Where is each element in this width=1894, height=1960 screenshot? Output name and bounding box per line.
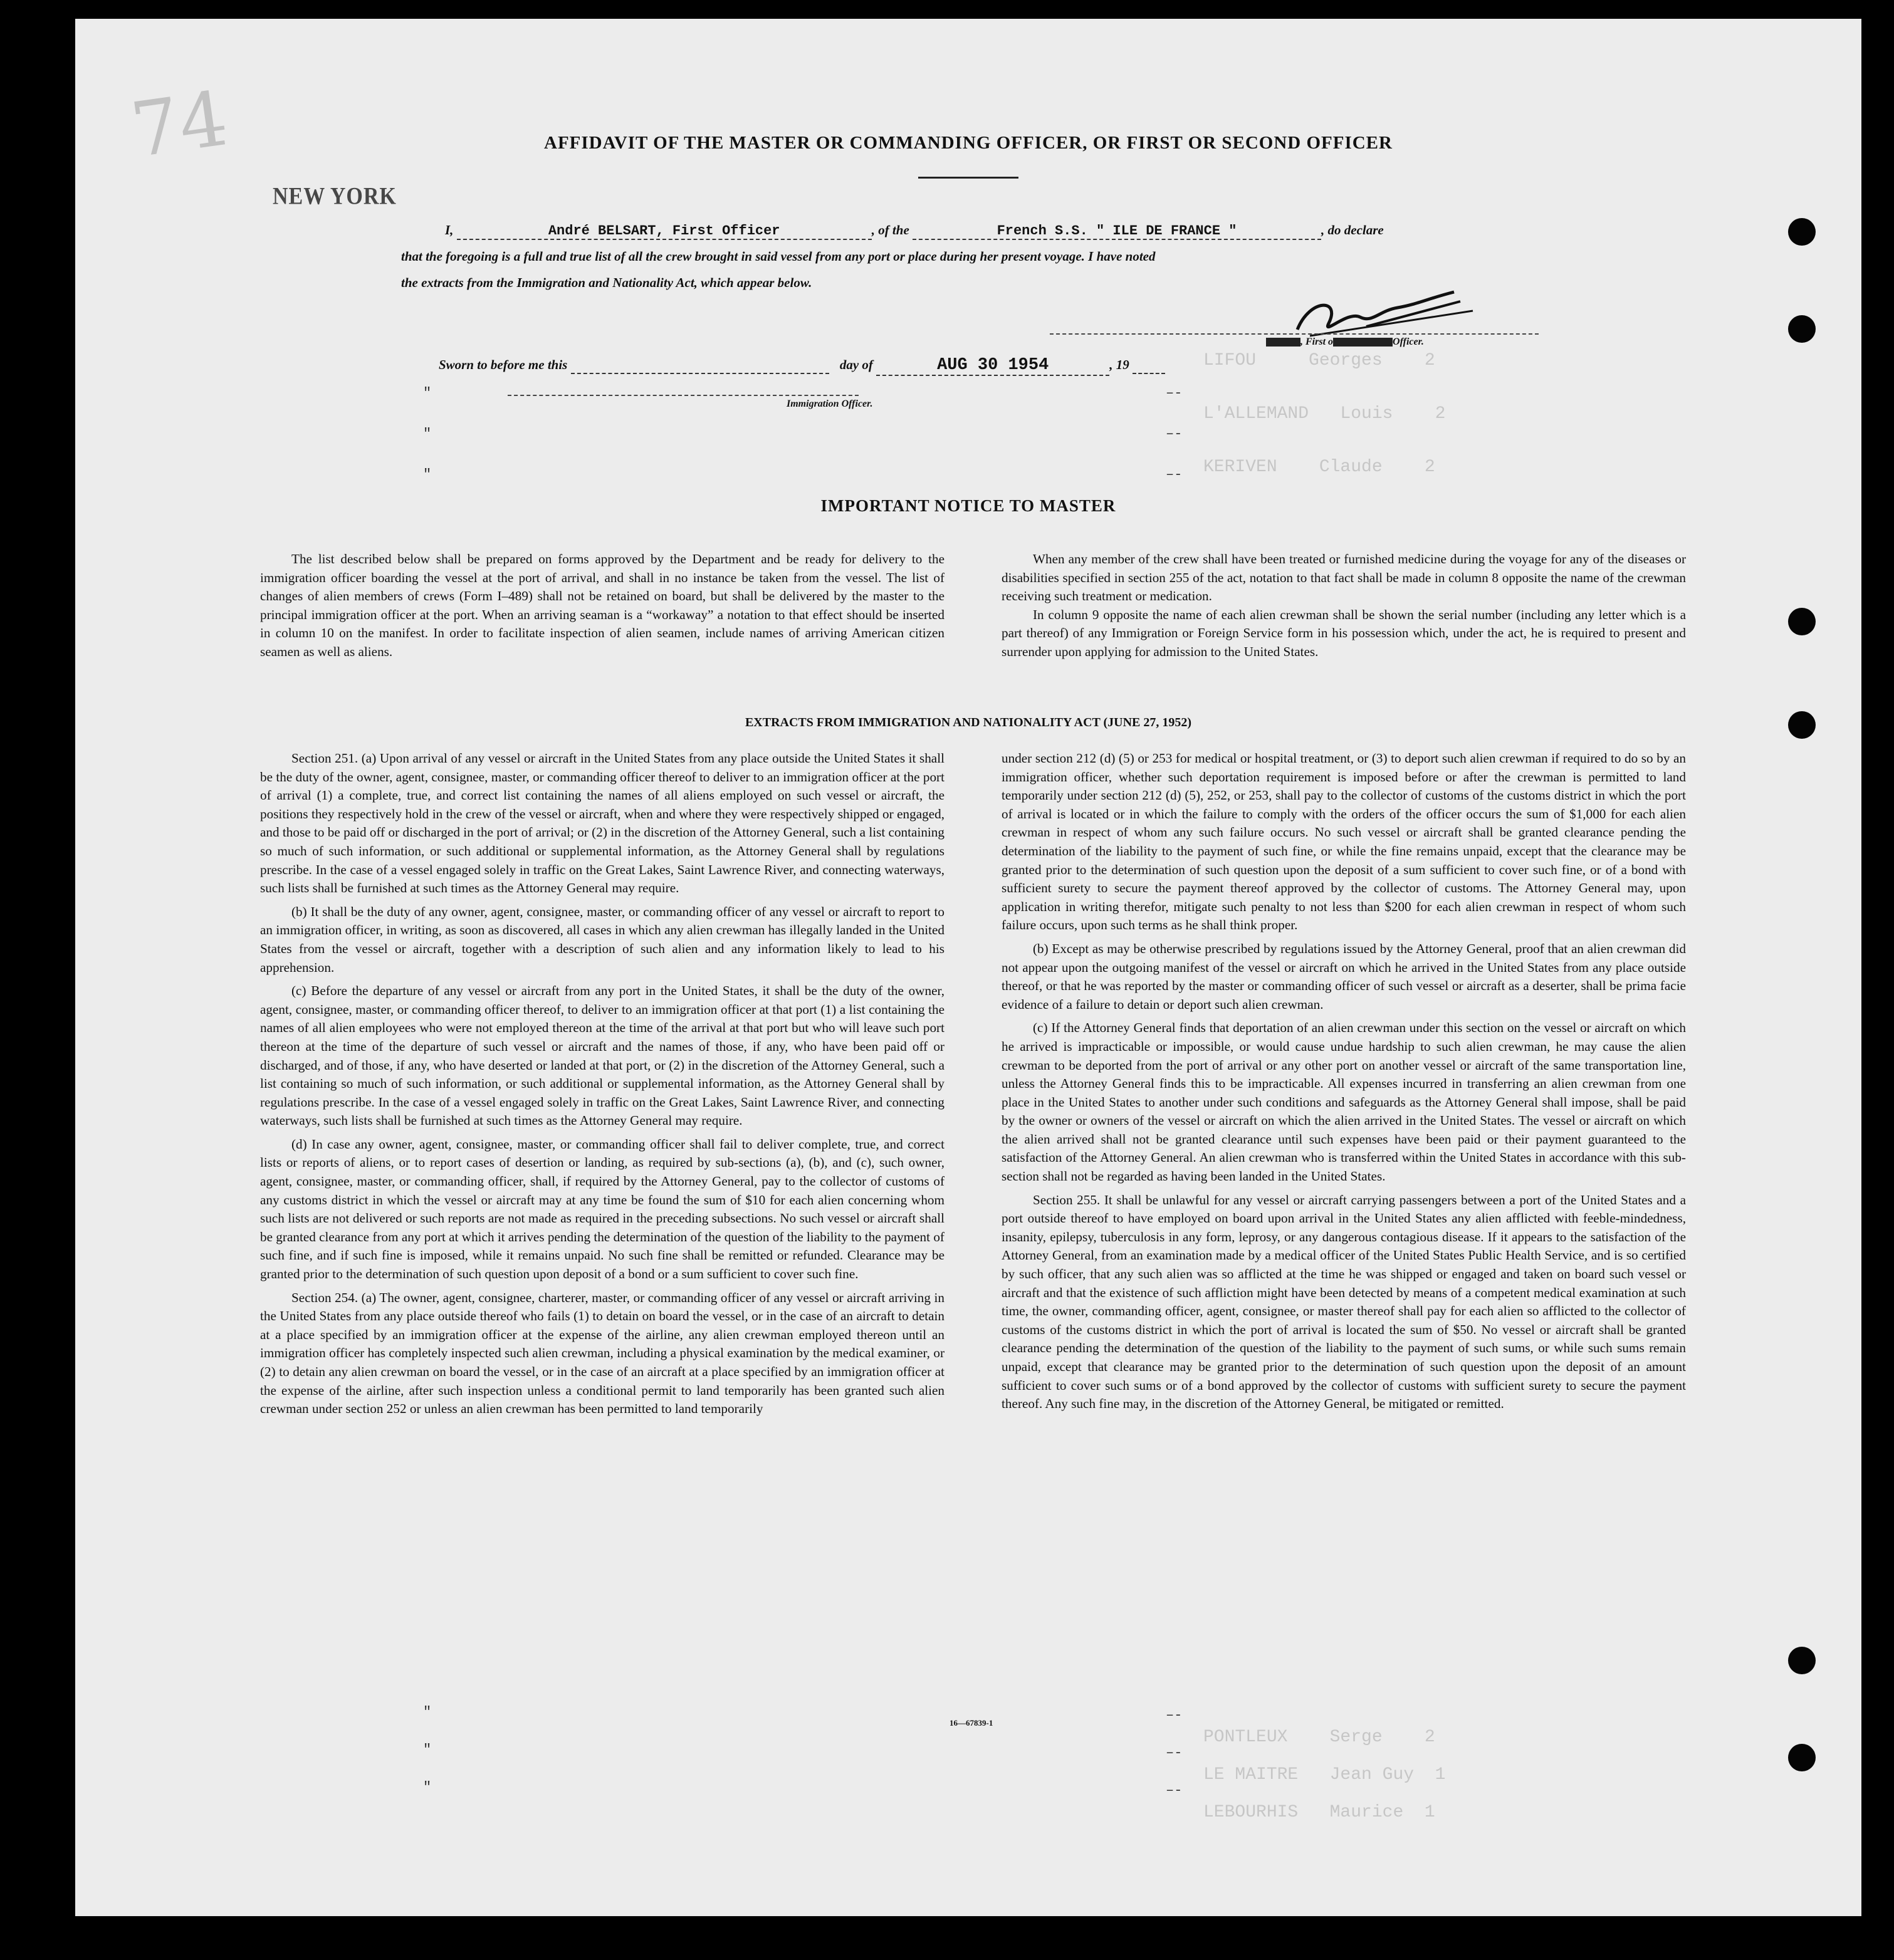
sworn-date-field (876, 356, 1109, 376)
sworn-line (439, 356, 1165, 376)
declaration-line-2: that the foregoing is a full and true list of all the crew brought in said vessel from any port or place during her present voyage. I have noted (401, 249, 1156, 264)
declaration-do-declare: , do declare (1321, 222, 1384, 237)
notice-right-paragraph-1: When any member of the crew shall have been treated or furnished medicine during the voyage for any of the diseases or disabilities specified in section 255 of the act, notation to that fact shall be made in column 8 opposite the name of the crewman receiving such treatment or medication. (1002, 551, 1686, 604)
sworn-label: Sworn to before me this (439, 357, 568, 372)
officer-word: Officer. (1393, 336, 1424, 347)
punch-hole (1788, 218, 1816, 246)
title-rule (918, 177, 1018, 179)
ditto-mark: –- (1166, 426, 1183, 442)
section-251-c: (c) Before the departure of any vessel or aircraft from any port in the United States, it shall be the duty of the owner, agent, consignee, master, or commanding officer thereof, to deliver to an immigration officer at that port (1) a list containing the names of all alien employees who were not employed thereon at the time of the arrival at that port but who will leave such port thereon at the time of the departure of such vessel or aircraft and the names of those, if any, who have been paid off or discharged, and of those, if any, who have deserted or landed at that port, or (2) in the discretion of the Attorney General, such a list containing so much of such information, or such additional or supplemental information, as the Attorney General shall by regulations prescribe. In the case of a vessel engaged solely in traffic on the Great Lakes, Saint Lawrence River, and connecting waterways, such lists shall be furnished at such times as the Attorney General may require. (260, 983, 944, 1129)
declaration-line-3: the extracts from the Immigration and Nationality Act, which appear below. (401, 275, 812, 290)
section-254-b: (b) Except as may be otherwise prescribed by regulations issued by the Attorney General, proof that an alien crewman did not appear upon the outgoing manifest of the vessel or aircraft on which he arrived in the United States from any place outside thereof, or that he was reported by the master or commanding officer of such vessel or aircraft as a deserter, shall be prima facie evidence of a failure to detain or deport such alien crewman. (1002, 941, 1686, 1012)
declaration-line-1 (445, 222, 1384, 240)
extracts-heading: EXTRACTS FROM IMMIGRATION AND NATIONALITY ACT (JUNE 27, 1952) (745, 716, 1192, 729)
notice-left-paragraph: The list described below shall be prepared on forms approved by the Department and be ready for delivery to the immigration officer boarding the vessel at the port of arrival, and shall in no instance be taken from the vessel. The list of changes of alien members of crews (Form I–489) shall not be retained on board, but shall be delivered by the master to the principal immigration officer at the port. When an arriving seaman is a “workaway” a notation to that effect should be inserted in column 10 on the manifest. In order to facilitate inspection of alien seamen, include names of arriving American citizen seamen as well as aliens. (260, 551, 944, 659)
bleed-through-text: LIFOU Georges 2 (1203, 351, 1435, 370)
form-number: 16—67839-1 (950, 1718, 993, 1728)
signature-caption (1266, 336, 1424, 348)
officer-name-field (457, 222, 872, 240)
signature-caption-text: , First o (1300, 336, 1334, 347)
margin-page-number: 74 (126, 75, 233, 175)
officer-name: André BELSART, First Officer (548, 223, 780, 239)
affidavit-title: AFFIDAVIT OF THE MASTER OR COMMANDING OFFICER, OR FIRST OR SECOND OFFICER (544, 133, 1393, 153)
bleed-through-text: LEBOURHIS Maurice 1 (1203, 1803, 1435, 1822)
section-254-c: (c) If the Attorney General finds that deportation of an alien crewman under this section on the vessel or aircraft on which he arrived is impracticable or impossible, or would cause undue hardship to such alien crewman, he may cause the alien crewman to be deported from the port of arrival or any other port on another vessel or aircraft of the same transportation line, unless the Attorney General finds this to be impracticable. All expenses incurred in transferring an alien crewman from one place in the United States to another under such conditions and safeguards as the Attorney General shall impose, shall be paid by the owner or owners of the vessel or aircraft on which the alien arrived in the United States. The vessel or aircraft on which the alien arrived shall not be granted clearance until such expenses have been paid or their payment guaranteed to the satisfaction of the Attorney General. An alien crewman who is transferred within the United States in accordance with this sub-section shall not be regarded as having been landed in the United States. (1002, 1020, 1686, 1184)
section-254-a: Section 254. (a) The owner, agent, consignee, charterer, master, or commanding officer of any vessel or aircraft arriving in the United States from any place outside thereof who fails (1) to detain on board the vessel, or in the case of an aircraft to detain at a place specified by an immigration officer at the expense of the airline, any alien crewman employed thereon until an immigration officer has completely inspected such alien crewman, including a physical examination by the medical examiner, or (2) to detain any alien crewman on board the vessel, or in the case of an aircraft at a place specified by an immigration officer at the expense of the airline, after such inspection unless a conditional permit to land temporarily has been granted such alien crewman under section 252 or unless an alien crewman has been permitted to land temporarily (260, 1290, 944, 1417)
ditto-mark: –- (1166, 1783, 1183, 1798)
notice-heading: IMPORTANT NOTICE TO MASTER (820, 496, 1116, 515)
extracts-left-column (260, 749, 944, 1419)
section-251-a: Section 251. (a) Upon arrival of any vessel or aircraft in the United States from any place outside the United States it shall be the duty of the owner, agent, consignee, master, or commanding officer thereof to deliver to an immigration officer at the port of arrival (1) a complete, true, and correct list containing the names of all aliens employed on such vessel or aircraft, the positions they respectively hold in the crew of the vessel or aircraft, when and where they were respectively shipped or engaged, and those to be paid off or discharged in the port of arrival; or (2) in the discretion of the Attorney General, such a list containing so much of such information, or such additional or supplemental information, as the Attorney General shall by regulations prescribe. In the case of a vessel engaged solely in traffic on the Great Lakes, Saint Lawrence River, and connecting waterways, such lists shall be furnished at such times as the Attorney General may require. (260, 751, 944, 896)
ditto-mark: –- (1166, 1707, 1183, 1723)
day-of-label: day of (839, 357, 873, 372)
bleed-through-text: L'ALLEMAND Louis 2 (1203, 404, 1446, 424)
extracts-right-column (1002, 749, 1686, 1414)
notice-right-paragraph-2: In column 9 opposite the name of each alien crewman shall be shown the serial number (including any letter which is a part thereof) of any Immigration or Foreign Service form in his possession which, under the act, he is required to present and surrender upon applying for admission to the United States. (1002, 607, 1686, 659)
ditto-mark: " (423, 1780, 432, 1795)
bleed-through-text: KERIVEN Claude 2 (1203, 457, 1435, 477)
punch-hole (1788, 1744, 1816, 1771)
punch-hole (1788, 1647, 1816, 1674)
punch-hole (1788, 608, 1816, 635)
notice-left-column (260, 550, 944, 662)
sworn-day-field (571, 357, 829, 374)
sworn-date: AUG 30 1954 (937, 356, 1049, 375)
vessel-name-field (913, 222, 1321, 240)
ditto-mark: " (423, 1742, 432, 1758)
ditto-mark: –- (1166, 467, 1183, 482)
strikethrough-block (1333, 338, 1393, 347)
immigration-officer-label: Immigration Officer. (787, 399, 873, 409)
immigration-officer-line (508, 395, 859, 396)
ditto-mark: " (423, 467, 432, 482)
notice-right-column (1002, 550, 1686, 662)
ditto-mark: –- (1166, 1745, 1183, 1761)
declaration-i: I, (445, 222, 454, 237)
sworn-year-field (1133, 357, 1165, 374)
ditto-mark: " (423, 1704, 432, 1720)
punch-hole (1788, 315, 1816, 343)
strikethrough-block (1266, 338, 1300, 347)
ditto-mark: " (423, 385, 432, 401)
signature-line (1050, 333, 1539, 335)
bleed-through-text: LE MAITRE Jean Guy 1 (1203, 1765, 1446, 1785)
document-page (75, 19, 1861, 1916)
section-255: Section 255. It shall be unlawful for any vessel or aircraft carrying passengers between a port of the United States and a port outside thereof to have employed on board upon arrival in the United States any alien afflicted with feeble-mindedness, insanity, epilepsy, tuberculosis in any form, leprosy, or any dangerous contagious disease. If it appears to the satisfaction of the Attorney General, from an examination made by a medical officer of the United States Public Health Service, and is so certified by such officer, that any such alien was so afflicted at the time he was shipped or engaged and taken on board such vessel or aircraft and that the existence of such affliction might have been detected by means of a competent medical examination at such time, the owner, commanding officer, agent, consignee, or master thereof shall pay for each alien so afflicted to the collector of customs of the customs district in which the port of arrival is located the sum of $50. No vessel or aircraft shall be granted clearance pending the determination of the question of the liability to the payment of such sums, or while such sums remain unpaid, except that clearance may be granted prior to the determination of such question upon the deposit of an amount sufficient to cover such sums or of a bond approved by the collector of customs with sufficient surety to secure the payment thereof. Any such fine may, in the discretion of the Attorney General, be mitigated or remitted. (1002, 1192, 1686, 1412)
section-254-a-continued: under section 212 (d) (5) or 253 for medical or hospital treatment, or (3) to deport such alien crewman if required to do so by an immigration officer, whether such deportation requirement is imposed before or after the crewman is permitted to land temporarily under section 212 (d) (5), 252, or 253, shall pay to the collector of customs of the customs district in which the port of arrival is located or in which the failure to comply with the orders of the officer occurs the sum of $1,000 for each alien crewman in respect of whom any such failure occurs. No such vessel or aircraft shall be granted clearance pending the determination of the liability to the payment of such fine, or while the fine remains unpaid, except that the clearance may be granted prior to the determination of such question upon the deposit of a sum sufficient to cover such fine, or of a bond with sufficient surety to secure the payment thereof approved by the collector of customs. The Attorney General may, upon application in writing therefor, mitigate such penalty to not less than $200 for each alien crewman in respect of whom such failure occurs, upon such terms as he shall think proper. (1002, 751, 1686, 933)
port-stamp: NEW YORK (273, 183, 397, 210)
bleed-through-text: PONTLEUX Serge 2 (1203, 1728, 1435, 1747)
ditto-mark: " (423, 426, 432, 442)
section-251-b: (b) It shall be the duty of any owner, agent, consignee, master, or commanding officer of any vessel or aircraft to report to an immigration officer, in writing, as soon as discovered, all cases in which any alien crewman has illegally landed in the United States from the vessel or aircraft, together with a description of such alien and any information likely to lead to his apprehension. (260, 904, 944, 975)
sworn-year: , 19 (1109, 357, 1129, 372)
punch-hole (1788, 711, 1816, 739)
declaration-of-the: , of the (871, 222, 909, 237)
vessel-name: French S.S. " ILE DE FRANCE " (997, 223, 1237, 239)
section-251-d: (d) In case any owner, agent, consignee, master, or commanding officer shall fail to deliver complete, true, and correct lists or reports of aliens, or to report cases of desertion or landing, as required by sub-sections (a), (b), and (c), such owner, agent, consignee, master, or commanding officer, shall, if required by the Attorney General, pay to the collector of customs of any customs district in which the vessel or aircraft may at any time be found the sum of $10 for each alien concerning whom such lists are not delivered or such reports are not made as required in the preceding subsections. No such vessel or aircraft shall be granted clearance from any port at which it arrives pending the determination of the question of the liability to the payment of such fine, and if such fine is imposed, while it remains unpaid. No such fine shall be remitted or refunded. Clearance may be granted prior to the determination of such question upon deposit of a bond or a sum sufficient to cover such fine. (260, 1136, 944, 1282)
ditto-mark: –- (1166, 385, 1183, 401)
